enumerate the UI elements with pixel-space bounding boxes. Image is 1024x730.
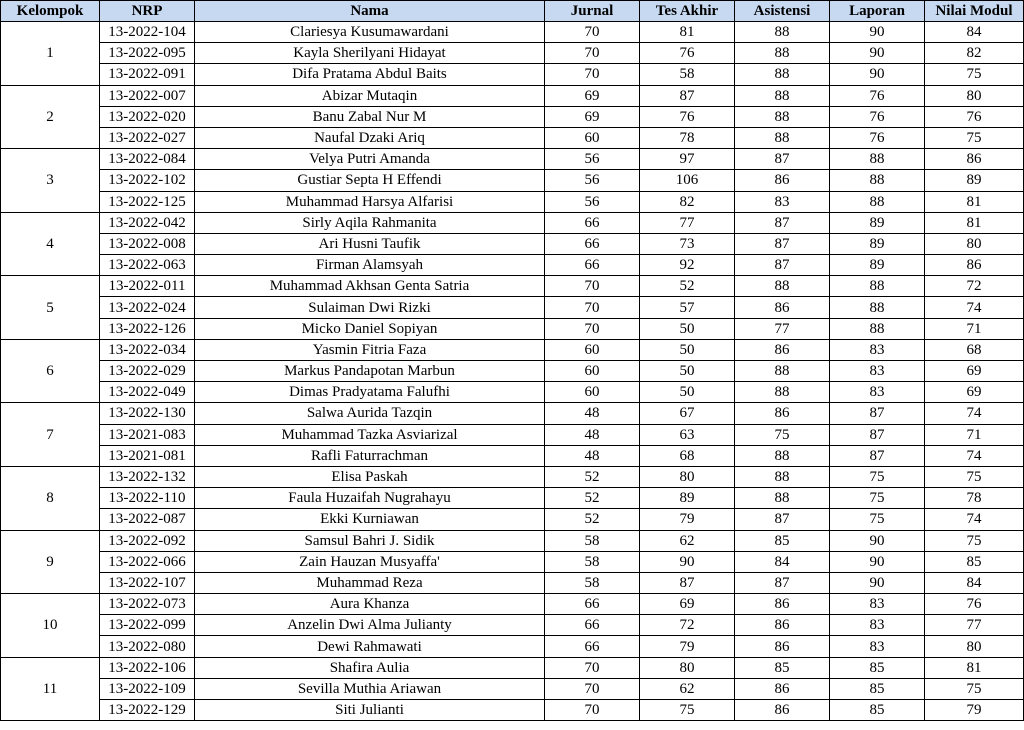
header-asistensi: Asistensi [735, 1, 830, 22]
cell-kelompok: 11 [1, 657, 100, 721]
cell-jurnal: 66 [545, 233, 640, 254]
cell-nrp: 13-2022-104 [100, 22, 195, 43]
cell-tes-akhir: 50 [640, 339, 735, 360]
cell-jurnal: 70 [545, 318, 640, 339]
table-row [1, 85, 1024, 106]
cell-nama: Ekki Kurniawan [195, 509, 545, 530]
cell-asistensi: 86 [735, 403, 830, 424]
table-row [1, 466, 1024, 487]
cell-laporan: 88 [830, 318, 925, 339]
cell-tes-akhir: 58 [640, 64, 735, 85]
cell-asistensi: 88 [735, 382, 830, 403]
cell-nilai-modul: 76 [925, 106, 1024, 127]
cell-asistensi: 86 [735, 678, 830, 699]
cell-nama: Dewi Rahmawati [195, 636, 545, 657]
cell-nilai-modul: 84 [925, 22, 1024, 43]
cell-kelompok: 1 [1, 22, 100, 86]
cell-nilai-modul: 71 [925, 424, 1024, 445]
table-row [1, 700, 1024, 721]
cell-asistensi: 86 [735, 700, 830, 721]
cell-asistensi: 85 [735, 657, 830, 678]
cell-jurnal: 66 [545, 636, 640, 657]
cell-nilai-modul: 80 [925, 636, 1024, 657]
cell-nilai-modul: 81 [925, 191, 1024, 212]
cell-jurnal: 56 [545, 149, 640, 170]
cell-nama: Muhammad Akhsan Genta Satria [195, 276, 545, 297]
cell-nrp: 13-2022-020 [100, 106, 195, 127]
cell-nama: Muhammad Tazka Asviarizal [195, 424, 545, 445]
cell-jurnal: 70 [545, 64, 640, 85]
cell-nrp: 13-2022-126 [100, 318, 195, 339]
cell-asistensi: 87 [735, 509, 830, 530]
cell-nilai-modul: 85 [925, 551, 1024, 572]
table-row [1, 361, 1024, 382]
cell-jurnal: 48 [545, 403, 640, 424]
cell-asistensi: 86 [735, 339, 830, 360]
table-row [1, 276, 1024, 297]
cell-laporan: 75 [830, 509, 925, 530]
cell-tes-akhir: 69 [640, 594, 735, 615]
table-row [1, 64, 1024, 85]
cell-nilai-modul: 81 [925, 212, 1024, 233]
header-row [1, 1, 1024, 22]
cell-kelompok: 10 [1, 594, 100, 658]
cell-nilai-modul: 74 [925, 509, 1024, 530]
cell-asistensi: 88 [735, 106, 830, 127]
cell-jurnal: 66 [545, 615, 640, 636]
table-row [1, 212, 1024, 233]
header-nilai-modul: Nilai Modul [925, 1, 1024, 22]
cell-jurnal: 60 [545, 382, 640, 403]
cell-nilai-modul: 80 [925, 85, 1024, 106]
cell-nrp: 13-2022-042 [100, 212, 195, 233]
cell-jurnal: 58 [545, 551, 640, 572]
cell-nrp: 13-2022-106 [100, 657, 195, 678]
cell-laporan: 76 [830, 85, 925, 106]
cell-nilai-modul: 77 [925, 615, 1024, 636]
cell-nama: Muhammad Harsya Alfarisi [195, 191, 545, 212]
cell-nilai-modul: 75 [925, 678, 1024, 699]
header-kelompok: Kelompok [1, 1, 100, 22]
cell-laporan: 88 [830, 276, 925, 297]
cell-laporan: 90 [830, 572, 925, 593]
cell-nilai-modul: 68 [925, 339, 1024, 360]
cell-laporan: 85 [830, 700, 925, 721]
cell-nrp: 13-2022-084 [100, 149, 195, 170]
cell-asistensi: 88 [735, 22, 830, 43]
cell-jurnal: 60 [545, 361, 640, 382]
table-row [1, 509, 1024, 530]
cell-laporan: 88 [830, 170, 925, 191]
table-row [1, 572, 1024, 593]
table-body [1, 22, 1024, 721]
cell-kelompok: 6 [1, 339, 100, 403]
cell-nrp: 13-2022-087 [100, 509, 195, 530]
table-row [1, 657, 1024, 678]
cell-tes-akhir: 72 [640, 615, 735, 636]
cell-laporan: 90 [830, 22, 925, 43]
cell-jurnal: 60 [545, 127, 640, 148]
cell-asistensi: 88 [735, 488, 830, 509]
cell-nama: Kayla Sherilyani Hidayat [195, 43, 545, 64]
table-row [1, 318, 1024, 339]
cell-laporan: 88 [830, 191, 925, 212]
cell-nilai-modul: 71 [925, 318, 1024, 339]
cell-nama: Shafira Aulia [195, 657, 545, 678]
cell-tes-akhir: 92 [640, 255, 735, 276]
cell-nrp: 13-2022-107 [100, 572, 195, 593]
cell-laporan: 83 [830, 361, 925, 382]
table-row [1, 43, 1024, 64]
cell-tes-akhir: 52 [640, 276, 735, 297]
cell-jurnal: 56 [545, 170, 640, 191]
cell-nilai-modul: 78 [925, 488, 1024, 509]
cell-jurnal: 70 [545, 297, 640, 318]
cell-laporan: 89 [830, 255, 925, 276]
cell-laporan: 90 [830, 64, 925, 85]
cell-nrp: 13-2022-130 [100, 403, 195, 424]
cell-laporan: 85 [830, 657, 925, 678]
cell-nrp: 13-2022-092 [100, 530, 195, 551]
cell-jurnal: 48 [545, 424, 640, 445]
cell-asistensi: 86 [735, 636, 830, 657]
cell-nrp: 13-2022-011 [100, 276, 195, 297]
cell-nama: Muhammad Reza [195, 572, 545, 593]
cell-jurnal: 58 [545, 572, 640, 593]
cell-nilai-modul: 72 [925, 276, 1024, 297]
cell-nilai-modul: 75 [925, 530, 1024, 551]
cell-tes-akhir: 73 [640, 233, 735, 254]
cell-asistensi: 88 [735, 466, 830, 487]
cell-tes-akhir: 77 [640, 212, 735, 233]
table-row [1, 403, 1024, 424]
header-tes-akhir: Tes Akhir [640, 1, 735, 22]
cell-laporan: 89 [830, 212, 925, 233]
table-row [1, 678, 1024, 699]
cell-laporan: 75 [830, 466, 925, 487]
table-row [1, 106, 1024, 127]
cell-nrp: 13-2021-083 [100, 424, 195, 445]
cell-nrp: 13-2022-129 [100, 700, 195, 721]
table-row [1, 170, 1024, 191]
cell-asistensi: 87 [735, 212, 830, 233]
cell-laporan: 90 [830, 43, 925, 64]
cell-asistensi: 86 [735, 170, 830, 191]
cell-tes-akhir: 62 [640, 530, 735, 551]
cell-asistensi: 84 [735, 551, 830, 572]
table-row [1, 149, 1024, 170]
cell-nama: Rafli Faturrachman [195, 445, 545, 466]
cell-jurnal: 70 [545, 276, 640, 297]
table-row [1, 594, 1024, 615]
header-jurnal: Jurnal [545, 1, 640, 22]
cell-nama: Sevilla Muthia Ariawan [195, 678, 545, 699]
cell-tes-akhir: 79 [640, 636, 735, 657]
cell-tes-akhir: 81 [640, 22, 735, 43]
cell-nama: Dimas Pradyatama Falufhi [195, 382, 545, 403]
cell-nama: Siti Julianti [195, 700, 545, 721]
table-header [1, 1, 1024, 22]
table-row [1, 488, 1024, 509]
cell-jurnal: 66 [545, 594, 640, 615]
cell-laporan: 88 [830, 149, 925, 170]
cell-asistensi: 75 [735, 424, 830, 445]
table-row [1, 191, 1024, 212]
cell-asistensi: 86 [735, 594, 830, 615]
cell-tes-akhir: 79 [640, 509, 735, 530]
cell-jurnal: 69 [545, 106, 640, 127]
cell-nama: Yasmin Fitria Faza [195, 339, 545, 360]
cell-nama: Faula Huzaifah Nugrahayu [195, 488, 545, 509]
cell-nilai-modul: 80 [925, 233, 1024, 254]
cell-nrp: 13-2021-081 [100, 445, 195, 466]
table-row [1, 233, 1024, 254]
cell-nama: Markus Pandapotan Marbun [195, 361, 545, 382]
cell-tes-akhir: 87 [640, 572, 735, 593]
cell-kelompok: 7 [1, 403, 100, 467]
cell-nilai-modul: 75 [925, 64, 1024, 85]
cell-nrp: 13-2022-102 [100, 170, 195, 191]
cell-nilai-modul: 89 [925, 170, 1024, 191]
table-row [1, 22, 1024, 43]
cell-asistensi: 88 [735, 276, 830, 297]
cell-laporan: 83 [830, 636, 925, 657]
cell-tes-akhir: 97 [640, 149, 735, 170]
cell-nilai-modul: 74 [925, 445, 1024, 466]
table-row [1, 127, 1024, 148]
cell-laporan: 88 [830, 297, 925, 318]
cell-nrp: 13-2022-110 [100, 488, 195, 509]
table-row [1, 382, 1024, 403]
cell-laporan: 87 [830, 445, 925, 466]
cell-asistensi: 87 [735, 149, 830, 170]
cell-laporan: 83 [830, 594, 925, 615]
cell-jurnal: 70 [545, 700, 640, 721]
cell-tes-akhir: 50 [640, 361, 735, 382]
cell-nama: Samsul Bahri J. Sidik [195, 530, 545, 551]
cell-nrp: 13-2022-080 [100, 636, 195, 657]
cell-nama: Ari Husni Taufik [195, 233, 545, 254]
cell-nrp: 13-2022-109 [100, 678, 195, 699]
cell-nilai-modul: 86 [925, 149, 1024, 170]
cell-jurnal: 66 [545, 212, 640, 233]
cell-nrp: 13-2022-125 [100, 191, 195, 212]
cell-laporan: 83 [830, 615, 925, 636]
cell-asistensi: 87 [735, 255, 830, 276]
cell-nilai-modul: 74 [925, 297, 1024, 318]
cell-laporan: 83 [830, 382, 925, 403]
cell-kelompok: 8 [1, 466, 100, 530]
cell-tes-akhir: 76 [640, 106, 735, 127]
cell-nrp: 13-2022-073 [100, 594, 195, 615]
cell-laporan: 75 [830, 488, 925, 509]
cell-laporan: 87 [830, 403, 925, 424]
cell-jurnal: 70 [545, 657, 640, 678]
cell-nrp: 13-2022-095 [100, 43, 195, 64]
table-row [1, 615, 1024, 636]
cell-laporan: 87 [830, 424, 925, 445]
cell-jurnal: 52 [545, 488, 640, 509]
cell-jurnal: 52 [545, 509, 640, 530]
cell-jurnal: 70 [545, 678, 640, 699]
cell-jurnal: 56 [545, 191, 640, 212]
header-nama: Nama [195, 1, 545, 22]
cell-nama: Salwa Aurida Tazqin [195, 403, 545, 424]
cell-kelompok: 9 [1, 530, 100, 594]
cell-nama: Aura Khanza [195, 594, 545, 615]
cell-tes-akhir: 57 [640, 297, 735, 318]
cell-asistensi: 88 [735, 43, 830, 64]
cell-tes-akhir: 75 [640, 700, 735, 721]
cell-nama: Abizar Mutaqin [195, 85, 545, 106]
cell-nilai-modul: 82 [925, 43, 1024, 64]
cell-tes-akhir: 82 [640, 191, 735, 212]
cell-laporan: 90 [830, 551, 925, 572]
cell-asistensi: 88 [735, 85, 830, 106]
cell-nrp: 13-2022-027 [100, 127, 195, 148]
cell-tes-akhir: 76 [640, 43, 735, 64]
cell-tes-akhir: 63 [640, 424, 735, 445]
cell-nilai-modul: 75 [925, 127, 1024, 148]
cell-nilai-modul: 79 [925, 700, 1024, 721]
cell-asistensi: 86 [735, 615, 830, 636]
cell-nrp: 13-2022-099 [100, 615, 195, 636]
cell-nilai-modul: 81 [925, 657, 1024, 678]
cell-tes-akhir: 68 [640, 445, 735, 466]
cell-nama: Micko Daniel Sopiyan [195, 318, 545, 339]
cell-tes-akhir: 50 [640, 382, 735, 403]
cell-tes-akhir: 80 [640, 657, 735, 678]
cell-jurnal: 48 [545, 445, 640, 466]
cell-asistensi: 87 [735, 572, 830, 593]
cell-nrp: 13-2022-066 [100, 551, 195, 572]
cell-nrp: 13-2022-091 [100, 64, 195, 85]
table-row [1, 297, 1024, 318]
cell-tes-akhir: 80 [640, 466, 735, 487]
cell-laporan: 83 [830, 339, 925, 360]
cell-nama: Elisa Paskah [195, 466, 545, 487]
cell-tes-akhir: 50 [640, 318, 735, 339]
cell-nrp: 13-2022-049 [100, 382, 195, 403]
cell-nrp: 13-2022-024 [100, 297, 195, 318]
cell-asistensi: 88 [735, 445, 830, 466]
cell-kelompok: 5 [1, 276, 100, 340]
table-row [1, 551, 1024, 572]
cell-jurnal: 60 [545, 339, 640, 360]
cell-nilai-modul: 69 [925, 382, 1024, 403]
cell-jurnal: 52 [545, 466, 640, 487]
cell-jurnal: 70 [545, 22, 640, 43]
cell-asistensi: 88 [735, 64, 830, 85]
cell-nilai-modul: 74 [925, 403, 1024, 424]
table-row [1, 530, 1024, 551]
cell-nama: Difa Pratama Abdul Baits [195, 64, 545, 85]
cell-asistensi: 88 [735, 127, 830, 148]
cell-nama: Gustiar Septa H Effendi [195, 170, 545, 191]
cell-nrp: 13-2022-132 [100, 466, 195, 487]
cell-kelompok: 4 [1, 212, 100, 276]
cell-nilai-modul: 75 [925, 466, 1024, 487]
cell-asistensi: 83 [735, 191, 830, 212]
cell-asistensi: 85 [735, 530, 830, 551]
table-row [1, 339, 1024, 360]
cell-nama: Sulaiman Dwi Rizki [195, 297, 545, 318]
cell-tes-akhir: 106 [640, 170, 735, 191]
cell-tes-akhir: 62 [640, 678, 735, 699]
cell-kelompok: 3 [1, 149, 100, 213]
header-laporan: Laporan [830, 1, 925, 22]
cell-tes-akhir: 78 [640, 127, 735, 148]
cell-laporan: 89 [830, 233, 925, 254]
cell-nama: Sirly Aqila Rahmanita [195, 212, 545, 233]
cell-nama: Firman Alamsyah [195, 255, 545, 276]
cell-laporan: 90 [830, 530, 925, 551]
cell-laporan: 85 [830, 678, 925, 699]
table-row [1, 636, 1024, 657]
cell-nilai-modul: 84 [925, 572, 1024, 593]
cell-nama: Clariesya Kusumawardani [195, 22, 545, 43]
cell-tes-akhir: 89 [640, 488, 735, 509]
cell-laporan: 76 [830, 106, 925, 127]
cell-tes-akhir: 87 [640, 85, 735, 106]
cell-jurnal: 70 [545, 43, 640, 64]
cell-nama: Naufal Dzaki Ariq [195, 127, 545, 148]
cell-asistensi: 77 [735, 318, 830, 339]
cell-laporan: 76 [830, 127, 925, 148]
cell-nrp: 13-2022-008 [100, 233, 195, 254]
cell-nama: Velya Putri Amanda [195, 149, 545, 170]
cell-nrp: 13-2022-007 [100, 85, 195, 106]
cell-nrp: 13-2022-034 [100, 339, 195, 360]
cell-tes-akhir: 67 [640, 403, 735, 424]
cell-nilai-modul: 86 [925, 255, 1024, 276]
table-row [1, 255, 1024, 276]
cell-nama: Banu Zabal Nur M [195, 106, 545, 127]
cell-jurnal: 58 [545, 530, 640, 551]
cell-tes-akhir: 90 [640, 551, 735, 572]
cell-asistensi: 88 [735, 361, 830, 382]
header-nrp: NRP [100, 1, 195, 22]
cell-jurnal: 69 [545, 85, 640, 106]
cell-nrp: 13-2022-063 [100, 255, 195, 276]
cell-nama: Anzelin Dwi Alma Julianty [195, 615, 545, 636]
cell-asistensi: 86 [735, 297, 830, 318]
cell-nama: Zain Hauzan Musyaffa' [195, 551, 545, 572]
cell-asistensi: 87 [735, 233, 830, 254]
table-row [1, 445, 1024, 466]
cell-nilai-modul: 76 [925, 594, 1024, 615]
cell-jurnal: 66 [545, 255, 640, 276]
cell-nilai-modul: 69 [925, 361, 1024, 382]
cell-kelompok: 2 [1, 85, 100, 149]
cell-nrp: 13-2022-029 [100, 361, 195, 382]
table-row [1, 424, 1024, 445]
